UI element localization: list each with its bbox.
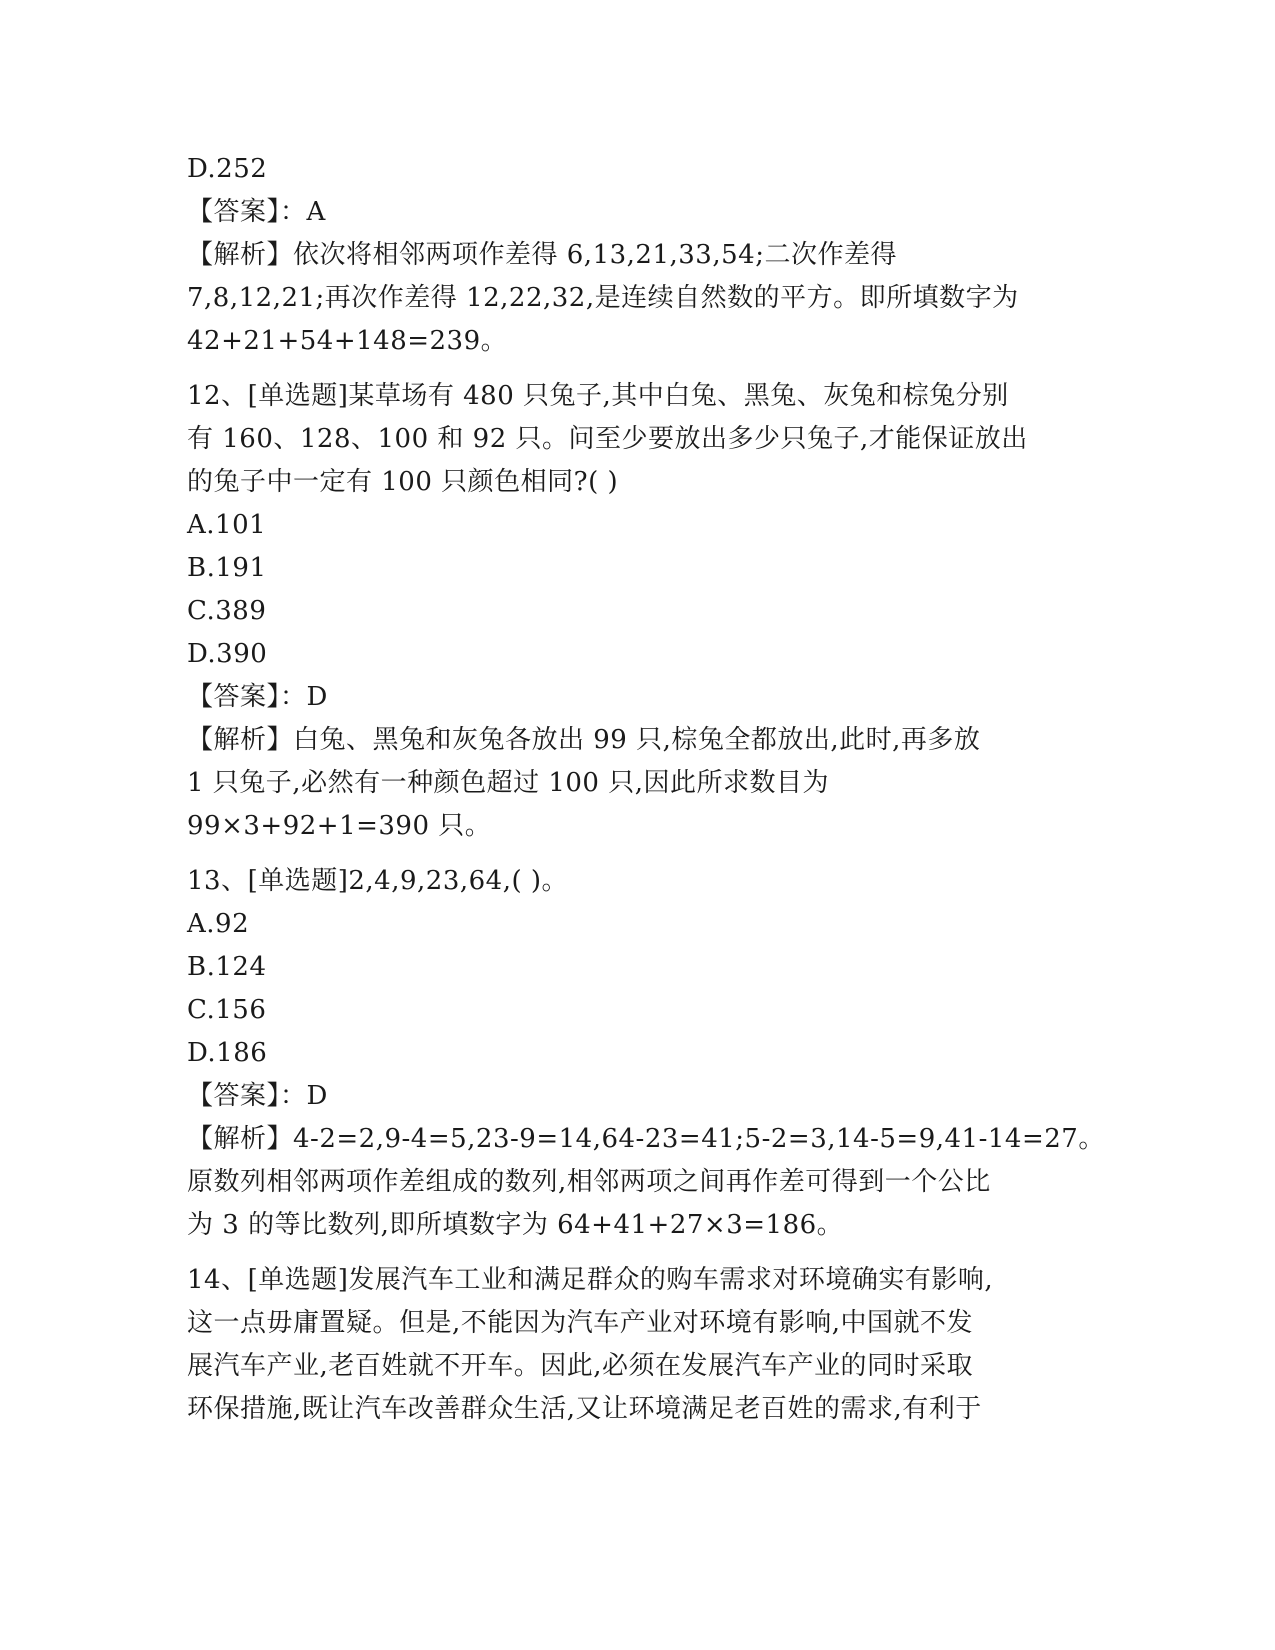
q12-option-d: D.390 — [187, 639, 268, 669]
q13-option-a: A.92 — [187, 909, 250, 939]
q14-stem-line: 环保措施,既让汽车改善群众生活,又让环境满足老百姓的需求,有利于 — [187, 1394, 982, 1424]
prev-analysis-line: 【解析】依次将相邻两项作差得 6,13,21,33,54;二次作差得 — [187, 240, 897, 270]
q13-stem-line: 13、[单选题]2,4,9,23,64,( )。 — [187, 866, 569, 896]
prev-analysis-line: 42+21+54+148=239。 — [187, 326, 508, 356]
q13-answer: 【答案】：D — [187, 1081, 328, 1111]
q12-stem-line: 的兔子中一定有 100 只颜色相同?( ) — [187, 467, 619, 497]
q14-stem-line: 这一点毋庸置疑。但是,不能因为汽车产业对环境有影响,中国就不发 — [187, 1308, 974, 1338]
q13-option-b: B.124 — [187, 952, 267, 982]
q13-analysis-line: 为 3 的等比数列,即所填数字为 64+41+27×3=186。 — [187, 1210, 844, 1240]
q13-option-c: C.156 — [187, 995, 267, 1025]
q13-analysis-line: 【解析】4-2=2,9-4=5,23-9=14,64-23=41;5-2=3,14-5=9,41-14=27。 — [187, 1124, 1105, 1154]
q14-stem-line: 14、[单选题]发展汽车工业和满足群众的购车需求对环境确实有影响, — [187, 1265, 994, 1295]
q12-option-c: C.389 — [187, 596, 267, 626]
q12-analysis-line: 【解析】白兔、黑兔和灰兔各放出 99 只,棕兔全都放出,此时,再多放 — [187, 725, 981, 755]
q12-option-b: B.191 — [187, 553, 267, 583]
q14-stem-line: 展汽车产业,老百姓就不开车。因此,必须在发展汽车产业的同时采取 — [187, 1351, 974, 1381]
prev-option-d: D.252 — [187, 154, 268, 184]
q12-stem-line: 12、[单选题]某草场有 480 只兔子,其中白兔、黑兔、灰兔和棕兔分别 — [187, 381, 1009, 411]
q12-analysis-line: 99×3+92+1=390 只。 — [187, 811, 492, 841]
q13-option-d: D.186 — [187, 1038, 268, 1068]
q12-stem-line: 有 160、128、100 和 92 只。问至少要放出多少只兔子,才能保证放出 — [187, 424, 1028, 454]
prev-analysis-line: 7,8,12,21;再次作差得 12,22,32,是连续自然数的平方。即所填数字为 — [187, 283, 1019, 313]
q12-answer: 【答案】：D — [187, 682, 328, 712]
document-page — [187, 148, 1105, 1431]
q13-analysis-line: 原数列相邻两项作差组成的数列,相邻两项之间再作差可得到一个公比 — [187, 1167, 991, 1197]
q12-option-a: A.101 — [187, 510, 267, 540]
prev-answer: 【答案】：A — [187, 197, 326, 227]
q12-analysis-line: 1 只兔子,必然有一种颜色超过 100 只,因此所求数目为 — [187, 768, 829, 798]
